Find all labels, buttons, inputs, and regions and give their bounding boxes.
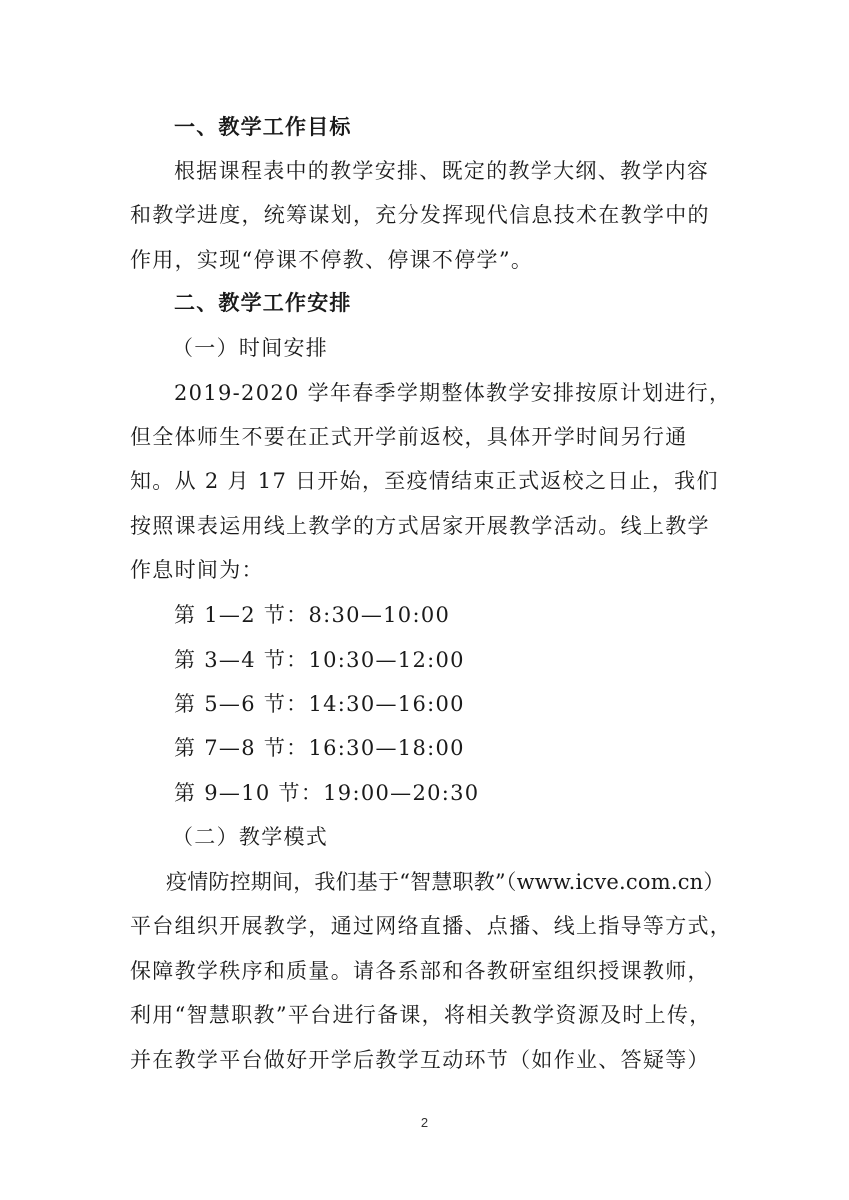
subsection2-title: （二）教学模式 bbox=[172, 825, 329, 849]
schedule-item: 第 3—4 节：10:30—12:00 bbox=[174, 648, 465, 672]
subsection1-title: （一）时间安排 bbox=[172, 336, 329, 360]
subsection1-para-line-2: 但全体师生不要在正式开学前返校，具体开学时间另行通 bbox=[130, 425, 688, 449]
section1-para-line-3: 作用，实现“停课不停教、停课不停学”。 bbox=[130, 248, 534, 272]
section1-heading: 一、教学工作目标 bbox=[174, 115, 352, 139]
subsection2-para-line-2: 平台组织开展教学，通过网络直播、点播、线上指导等方式， bbox=[130, 914, 733, 938]
schedule-item: 第 7—8 节：16:30—18:00 bbox=[174, 736, 465, 760]
schedule-item: 第 5—6 节：14:30—16:00 bbox=[174, 692, 465, 716]
subsection1-para-line-4: 按照课表运用线上教学的方式居家开展教学活动。线上教学 bbox=[130, 514, 710, 538]
section1-para-line-2: 和教学进度，统筹谋划，充分发挥现代信息技术在教学中的 bbox=[130, 203, 710, 227]
section2-heading: 二、教学工作安排 bbox=[174, 291, 352, 315]
subsection1-para-line-1: 2019-2020 学年春季学期整体教学安排按原计划进行， bbox=[174, 381, 732, 405]
subsection2-para-line-5: 并在教学平台做好开学后教学互动环节（如作业、答疑等） bbox=[130, 1048, 710, 1072]
section1-para-line-1: 根据课程表中的教学安排、既定的教学大纲、教学内容 bbox=[174, 159, 710, 183]
subsection1-para-line-5: 作息时间为： bbox=[130, 558, 264, 582]
schedule-item: 第 9—10 节：19:00—20:30 bbox=[174, 781, 480, 805]
subsection2-para-line-3: 保障教学秩序和质量。请各系部和各教研室组织授课教师， bbox=[130, 959, 710, 983]
subsection2-para-line-1: 疫情防控期间，我们基于“智慧职教”（www.icve.com.cn） bbox=[166, 870, 725, 894]
schedule-item: 第 1—2 节：8:30—10:00 bbox=[174, 603, 451, 627]
subsection1-para-line-3: 知。从 2 月 17 日开始，至疫情结束正式返校之日止，我们 bbox=[130, 469, 719, 493]
page-number: 2 bbox=[420, 1115, 429, 1130]
subsection2-para-line-4: 利用“智慧职教”平台进行备课，将相关教学资源及时上传， bbox=[130, 1003, 712, 1027]
